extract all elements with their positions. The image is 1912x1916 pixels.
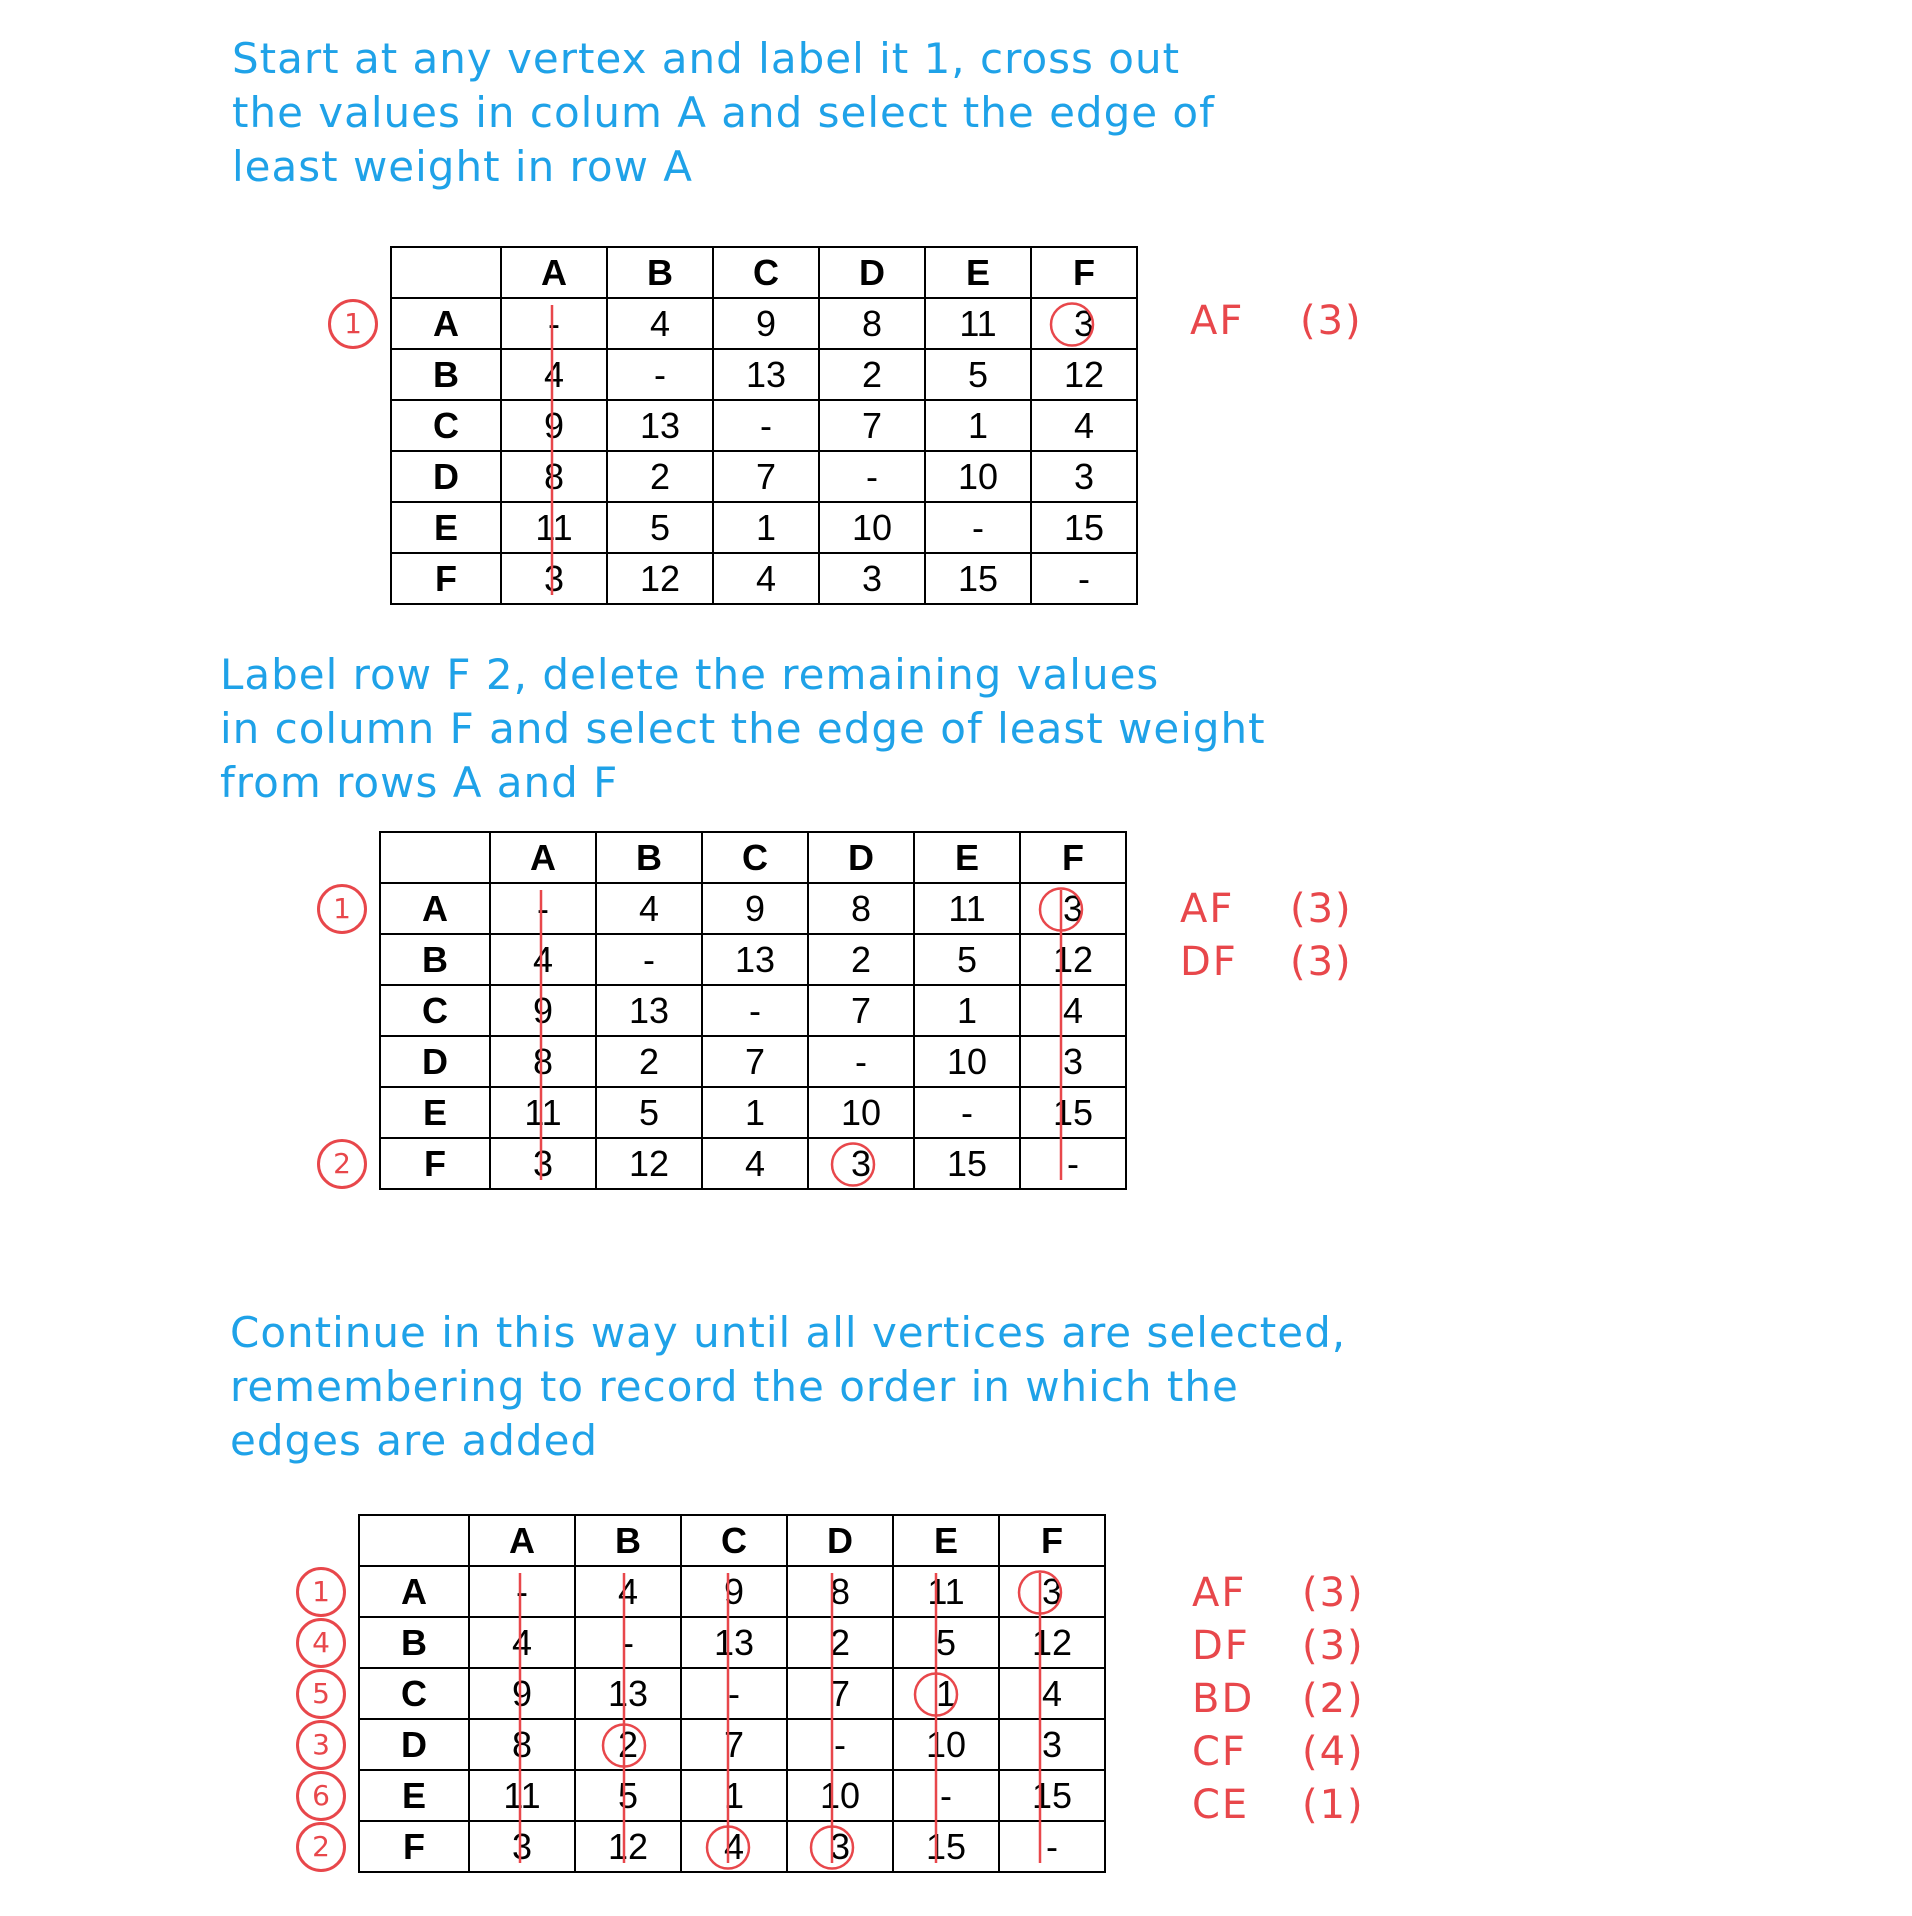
matrix-cell: 13 — [607, 400, 713, 451]
matrix-cell: 2 — [596, 1036, 702, 1087]
table-row — [359, 1566, 1105, 1617]
table-row — [391, 553, 1137, 604]
row-header: B — [391, 349, 501, 400]
matrix-cell: 15 — [1031, 502, 1137, 553]
step3-line: edges are added — [230, 1416, 599, 1465]
matrix-cell: 1 — [681, 1770, 787, 1821]
matrix-cell: 11 — [469, 1770, 575, 1821]
corner-cell — [359, 1515, 469, 1566]
matrix-cell: - — [1031, 553, 1137, 604]
row-header: D — [391, 451, 501, 502]
matrix-cell: 5 — [575, 1770, 681, 1821]
matrix-cell: 11 — [914, 883, 1020, 934]
matrix-cell: 10 — [787, 1770, 893, 1821]
table-row — [359, 1617, 1105, 1668]
matrix-cell: 3 — [490, 1138, 596, 1189]
matrix-cell: 1 — [702, 1087, 808, 1138]
matrix-cell: 9 — [702, 883, 808, 934]
step1-instruction — [232, 32, 1215, 194]
row-header: F — [391, 553, 501, 604]
edge-weight: (3) — [1302, 1570, 1365, 1616]
table-row — [391, 349, 1137, 400]
matrix-cell: - — [925, 502, 1031, 553]
matrix-cell: 13 — [596, 985, 702, 1036]
matrix-cell: 11 — [490, 1087, 596, 1138]
header-row — [391, 247, 1137, 298]
matrix-cell: 4 — [607, 298, 713, 349]
edge-name: CF — [1192, 1729, 1247, 1775]
matrix-cell: - — [999, 1821, 1105, 1872]
row-order-circle: 1 — [317, 884, 367, 934]
row-order-circle: 1 — [296, 1567, 346, 1617]
edge-name: BD — [1192, 1676, 1255, 1722]
row-header: F — [380, 1138, 490, 1189]
table-row — [391, 298, 1137, 349]
table-row — [380, 883, 1126, 934]
matrix-cell: - — [490, 883, 596, 934]
matrix-cell: 12 — [607, 553, 713, 604]
table-row — [359, 1770, 1105, 1821]
table-row — [380, 1087, 1126, 1138]
row-header: A — [359, 1566, 469, 1617]
row-header: C — [380, 985, 490, 1036]
table-row — [391, 502, 1137, 553]
matrix-cell: 9 — [681, 1566, 787, 1617]
step2-line: in column F and select the edge of least weight — [220, 704, 1266, 753]
matrix-cell: 12 — [575, 1821, 681, 1872]
table-row — [380, 985, 1126, 1036]
row-order-circle: 4 — [296, 1618, 346, 1668]
row-header: A — [391, 298, 501, 349]
header-row — [380, 832, 1126, 883]
matrix-cell: 3 — [808, 1138, 914, 1189]
step1-line: least weight in row A — [232, 142, 694, 191]
table-row — [380, 1036, 1126, 1087]
column-header: A — [469, 1515, 575, 1566]
edge-name: AF — [1180, 886, 1235, 932]
row-header: A — [380, 883, 490, 934]
matrix-cell: 15 — [893, 1821, 999, 1872]
selected-edge — [1180, 939, 1353, 985]
edge-name: AF — [1190, 298, 1245, 344]
matrix-cell: 7 — [819, 400, 925, 451]
column-header: F — [1031, 247, 1137, 298]
table-row — [380, 934, 1126, 985]
row-order-circle: 2 — [317, 1139, 367, 1189]
matrix-cell: - — [819, 451, 925, 502]
step3-line: remembering to record the order in which the — [230, 1362, 1239, 1411]
matrix-cell: 3 — [787, 1821, 893, 1872]
distance-matrix-step3 — [358, 1514, 1106, 1873]
column-header: F — [999, 1515, 1105, 1566]
row-header: E — [380, 1087, 490, 1138]
matrix-cell: 4 — [490, 934, 596, 985]
matrix-cell: 2 — [808, 934, 914, 985]
row-header: F — [359, 1821, 469, 1872]
row-header: E — [391, 502, 501, 553]
matrix-cell: 13 — [702, 934, 808, 985]
matrix-cell: 1 — [893, 1668, 999, 1719]
matrix-cell: 10 — [893, 1719, 999, 1770]
column-header: E — [893, 1515, 999, 1566]
matrix-cell: 12 — [1031, 349, 1137, 400]
matrix-cell: 15 — [999, 1770, 1105, 1821]
selected-edge — [1190, 298, 1363, 344]
matrix-cell: 4 — [1020, 985, 1126, 1036]
edge-weight: (3) — [1300, 298, 1363, 344]
table-row — [391, 400, 1137, 451]
selected-edge — [1192, 1729, 1365, 1775]
column-header: B — [596, 832, 702, 883]
row-order-circle: 6 — [296, 1771, 346, 1821]
matrix-cell: 5 — [596, 1087, 702, 1138]
matrix-cell: 1 — [713, 502, 819, 553]
distance-matrix-step1 — [390, 246, 1138, 605]
step2-line: from rows A and F — [220, 758, 619, 807]
matrix-cell: 2 — [575, 1719, 681, 1770]
row-header: E — [359, 1770, 469, 1821]
column-header: D — [808, 832, 914, 883]
column-header: B — [607, 247, 713, 298]
matrix-cell: 2 — [787, 1617, 893, 1668]
row-header: C — [391, 400, 501, 451]
matrix-cell: - — [893, 1770, 999, 1821]
matrix-cell: 5 — [925, 349, 1031, 400]
matrix-cell: - — [501, 298, 607, 349]
matrix-cell: 15 — [914, 1138, 1020, 1189]
matrix-cell: 9 — [713, 298, 819, 349]
selected-edge — [1192, 1782, 1365, 1828]
corner-cell — [391, 247, 501, 298]
matrix-cell: 5 — [914, 934, 1020, 985]
matrix-cell: 3 — [819, 553, 925, 604]
matrix-cell: 3 — [1020, 1036, 1126, 1087]
matrix-cell: 15 — [1020, 1087, 1126, 1138]
matrix-cell: 9 — [469, 1668, 575, 1719]
matrix-cell: 10 — [914, 1036, 1020, 1087]
matrix-cell: 12 — [1020, 934, 1126, 985]
matrix-cell: 3 — [1031, 298, 1137, 349]
matrix-cell: 1 — [914, 985, 1020, 1036]
matrix-cell: 10 — [819, 502, 925, 553]
column-header: E — [925, 247, 1031, 298]
table-row — [359, 1719, 1105, 1770]
edge-weight: (3) — [1302, 1623, 1365, 1669]
edge-name: DF — [1180, 939, 1238, 985]
step3-instruction — [230, 1306, 1346, 1468]
row-order-circle: 2 — [296, 1822, 346, 1872]
matrix-cell: 3 — [1031, 451, 1137, 502]
matrix-cell: - — [702, 985, 808, 1036]
matrix-cell: 7 — [787, 1668, 893, 1719]
selected-edge — [1192, 1676, 1365, 1722]
matrix-cell: 10 — [808, 1087, 914, 1138]
table-row — [359, 1668, 1105, 1719]
matrix-cell: 4 — [702, 1138, 808, 1189]
matrix-cell: 4 — [469, 1617, 575, 1668]
matrix-cell: 13 — [681, 1617, 787, 1668]
row-order-circle: 3 — [296, 1720, 346, 1770]
matrix-cell: 8 — [808, 883, 914, 934]
row-header: B — [380, 934, 490, 985]
header-row — [359, 1515, 1105, 1566]
row-order-circle: 1 — [328, 299, 378, 349]
matrix-cell: 9 — [501, 400, 607, 451]
matrix-cell: 11 — [925, 298, 1031, 349]
column-header: F — [1020, 832, 1126, 883]
matrix-cell: 8 — [787, 1566, 893, 1617]
corner-cell — [380, 832, 490, 883]
matrix-cell: 3 — [469, 1821, 575, 1872]
edge-weight: (3) — [1290, 939, 1353, 985]
matrix-cell: 7 — [713, 451, 819, 502]
row-order-circle: 5 — [296, 1669, 346, 1719]
matrix-cell: 5 — [607, 502, 713, 553]
matrix-cell: 7 — [681, 1719, 787, 1770]
column-header: A — [501, 247, 607, 298]
matrix-cell: 3 — [999, 1566, 1105, 1617]
matrix-cell: 1 — [925, 400, 1031, 451]
row-header: D — [359, 1719, 469, 1770]
matrix-cell: 8 — [490, 1036, 596, 1087]
matrix-cell: 4 — [596, 883, 702, 934]
matrix-cell: 7 — [702, 1036, 808, 1087]
matrix-cell: 4 — [501, 349, 607, 400]
matrix-cell: 4 — [681, 1821, 787, 1872]
column-header: C — [713, 247, 819, 298]
matrix-cell: - — [681, 1668, 787, 1719]
row-header: D — [380, 1036, 490, 1087]
column-header: C — [702, 832, 808, 883]
edge-name: DF — [1192, 1623, 1250, 1669]
matrix-cell: 8 — [469, 1719, 575, 1770]
matrix-cell: 5 — [893, 1617, 999, 1668]
matrix-cell: - — [808, 1036, 914, 1087]
column-header: A — [490, 832, 596, 883]
matrix-cell: - — [713, 400, 819, 451]
selected-edge — [1180, 886, 1353, 932]
step3-line: Continue in this way until all vertices are selected, — [230, 1308, 1347, 1357]
matrix-cell: 3 — [1020, 883, 1126, 934]
column-header: E — [914, 832, 1020, 883]
column-header: D — [819, 247, 925, 298]
matrix-cell: 11 — [893, 1566, 999, 1617]
table-row — [380, 1138, 1126, 1189]
table-row — [391, 451, 1137, 502]
step2-line: Label row F 2, delete the remaining values — [220, 650, 1160, 699]
edge-weight: (1) — [1302, 1782, 1365, 1828]
matrix-cell: 4 — [575, 1566, 681, 1617]
matrix-cell: 11 — [501, 502, 607, 553]
edge-name: AF — [1192, 1570, 1247, 1616]
edge-name: CE — [1192, 1782, 1250, 1828]
distance-matrix-step2 — [379, 831, 1127, 1190]
matrix-cell: 15 — [925, 553, 1031, 604]
matrix-cell: 12 — [999, 1617, 1105, 1668]
matrix-cell: - — [607, 349, 713, 400]
table-row — [359, 1821, 1105, 1872]
column-header: C — [681, 1515, 787, 1566]
matrix-cell: - — [914, 1087, 1020, 1138]
matrix-cell: - — [469, 1566, 575, 1617]
matrix-cell: 3 — [999, 1719, 1105, 1770]
matrix-cell: 12 — [596, 1138, 702, 1189]
edge-weight: (2) — [1302, 1676, 1365, 1722]
matrix-cell: 13 — [575, 1668, 681, 1719]
matrix-cell: 9 — [490, 985, 596, 1036]
column-header: B — [575, 1515, 681, 1566]
edge-weight: (3) — [1290, 886, 1353, 932]
row-header: C — [359, 1668, 469, 1719]
matrix-cell: 7 — [808, 985, 914, 1036]
matrix-cell: - — [575, 1617, 681, 1668]
matrix-cell: 4 — [713, 553, 819, 604]
edge-weight: (4) — [1302, 1729, 1365, 1775]
matrix-cell: 8 — [501, 451, 607, 502]
selected-edge — [1192, 1570, 1365, 1616]
matrix-cell: 4 — [999, 1668, 1105, 1719]
step1-line: Start at any vertex and label it 1, cross out — [232, 34, 1181, 83]
matrix-cell: - — [596, 934, 702, 985]
matrix-cell: 2 — [607, 451, 713, 502]
column-header: D — [787, 1515, 893, 1566]
matrix-cell: 3 — [501, 553, 607, 604]
matrix-cell: 2 — [819, 349, 925, 400]
matrix-cell: 8 — [819, 298, 925, 349]
step1-line: the values in colum A and select the edge of — [232, 88, 1215, 137]
step2-instruction — [220, 648, 1266, 810]
matrix-cell: 10 — [925, 451, 1031, 502]
row-header: B — [359, 1617, 469, 1668]
matrix-cell: - — [787, 1719, 893, 1770]
matrix-cell: 13 — [713, 349, 819, 400]
matrix-cell: - — [1020, 1138, 1126, 1189]
selected-edge — [1192, 1623, 1365, 1669]
matrix-cell: 4 — [1031, 400, 1137, 451]
